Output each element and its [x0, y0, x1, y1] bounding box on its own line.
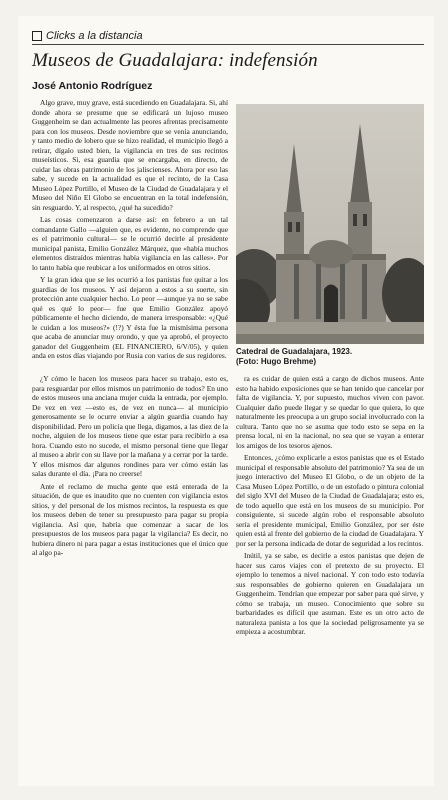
paragraph: Y la gran idea que se les ocurrió a los panistas fue quitar a los guardias de los museos. Y así dejaron a estos a su suerte, sin protección ante cualquier hecho. Lo peor —aunque ya no se sabe qué es qué lo peor— fue que Emilio González apoyó públicamente el hecho diciendo, de manera irresponsable: «¿Qué le cuidan a los museos?» (!?) Y ésta fue la mismísima persona que acaba de anunciar muy orondo, y que ya aprobó, el proyecto ganador del Guggenheim (EL FINANCIERO, 6/V/05), y quien anda en estos días viajando por Rusia con varios de sus regidores.: [32, 275, 228, 360]
paragraph: Ante el reclamo de mucha gente que está enterada de la situación, de que es inaudito que no cuenten con vigilancia estos sitios, y del personal de los mismos recintos, la respuesta es que los museos deben de tener su presupuesto para pagar su propia vigilancia. Así que, habría que comenzar a sacar de los presupuestos de los museos para pagar la vigilancia? Es decir, no hubiera dinero ni para pagar a estas instituciones que el único que al algo pa-: [32, 481, 228, 557]
article-title: Museos de Guadalajara: indefensión: [32, 50, 318, 71]
cathedral-photo: [236, 104, 424, 344]
paragraph: Las cosas comenzaron a darse así: en febrero a un tal comandante Gallo —alguien que, es evidente, no comprende que es el patrimonio cultural— se le ocurrió decirle al presidente municipal panista, Emilio González Márquez, que «había muchos elementos distraídos mientras había vigilancia en las calles». Por lo tanto había que reubicar a los uniformados en otros sitios.: [32, 215, 228, 272]
caption-credit: (Foto: Hugo Brehme): [236, 356, 316, 366]
checkbox-square-icon: [32, 31, 42, 41]
paragraph: ¿Y cómo le hacen los museos para hacer su trabajo, esto es, para resguardar por ellos mismos un patrimonio de todos? En uno de estos museos una anciana mujer cuida la entrada, por ejemplo. De vez en vez —esto es, de vez en nunca— al municipio generosamente se le ocurre enviar a algún guardia cuando hay disponibilidad. Pero un policía que llega, digamos, a las diez de la noche, alguien de los museos tiene que estar para recibirlo a esa hora. Cuando esto no sucede, el mismo personal tiene que llegar al museo a abrir con su llave por la mañana y a cerrar por la tarde. Y ellos mismos dar algunos rondines para ver cómo están las salas durante el día. ¡Para no creerse!: [32, 374, 228, 478]
column-2: [32, 374, 228, 774]
paragraph: Algo grave, muy grave, está sucediendo en Guadalajara. Si, ahí donde ahora se presume que se edificará un lujoso museo Guggenheim se dan actualmente las peores afrentas precisamente para con los museos. Desde noviembre que se venía anunciando, y tanto medio de lobero que se hizo realidad, el municipio llegó a retirar, dígalo usted bien, la vigilancia en tres de sus recintos museísticos. Si, esa guardia que se encargaba, en directo, de cuidar las obras patrimonio de los jaliscienses. Ahora por eso las sabe, y sucede en la actualidad es que el recinto, de la Casa Museo López Portillo, el Museo de la Ciudad de Guadalajara y el Museo del Niño El Globo se encuentran en la total indefensión, sin resguardo. Y, al respecto, ¿qué ha sucedido?: [32, 98, 228, 212]
cathedral-illustration: [236, 104, 424, 344]
paragraph: Inútil, ya se sabe, es decirle a estos panistas que dejen de hacer sus caros viajes con el pretexto de su proyecto. El ejemplo lo tenemos a nivel nacional. Y con todo esto todavía sus responsables de gobierno quieren en Guadalajara un Guggenheim. Tendrían que empezar por saber para qué sirve, y cómo se trabaja, un museo. Conocimiento que sobre su barbaridades es difícil que asuman. Este es un otro acto de naturaleza panista a los que la sociedad peligrosamente ya se empieza a acostumbrar.: [236, 551, 424, 636]
photo-caption: [236, 347, 424, 366]
caption-text: Catedral de Guadalajara, 1923.: [236, 347, 353, 356]
paragraph: ra es cuidar de quien está a cargo de dichos museos. Ante esto ha habido exposiciones que se han tenido que cancelar por falta de vigilancia. Y, por supuesto, muchos viven con pavor. Cualquier daño puede llegar y se quedar lo que quiera, lo que naturalmente les preocupa a un grupo social involucrado con la cultura. Tanto que no se asuma que todo esto se sepa en la prensa local, ni en la nacional, no sea que se vayan a enterar los amigos de los tesoros ajenos.: [236, 374, 424, 450]
article-author: José Antonio Rodríguez: [32, 80, 153, 92]
section-label: Clicks a la distancia: [46, 30, 143, 42]
paragraph: Entonces, ¿cómo explicarle a estos panistas que es el Estado municipal el responsable absoluto del patrimonio? Ya sea de un juego interactivo del Museo El Globo, o de un objeto de la Casa Museo López Portillo, o de un estofado o pintura colonial del siglo XVI del Museo de la Ciudad de Guadalajara; esto es, de todo aquello que está en los museos de su municipio. Por consiguiente, si sucede algún robo el responsable absoluto sería el presidente municipal, Emilio González, por ser éste quien está al frente del gobierno de la ciudad de Guadalajara. Y por ser la persona indicada de dotar de seguridad a los recintos.: [236, 453, 424, 548]
section-header: [32, 28, 424, 45]
column-1: [32, 98, 228, 370]
column-3: [236, 374, 424, 774]
newspaper-page: [18, 16, 434, 786]
